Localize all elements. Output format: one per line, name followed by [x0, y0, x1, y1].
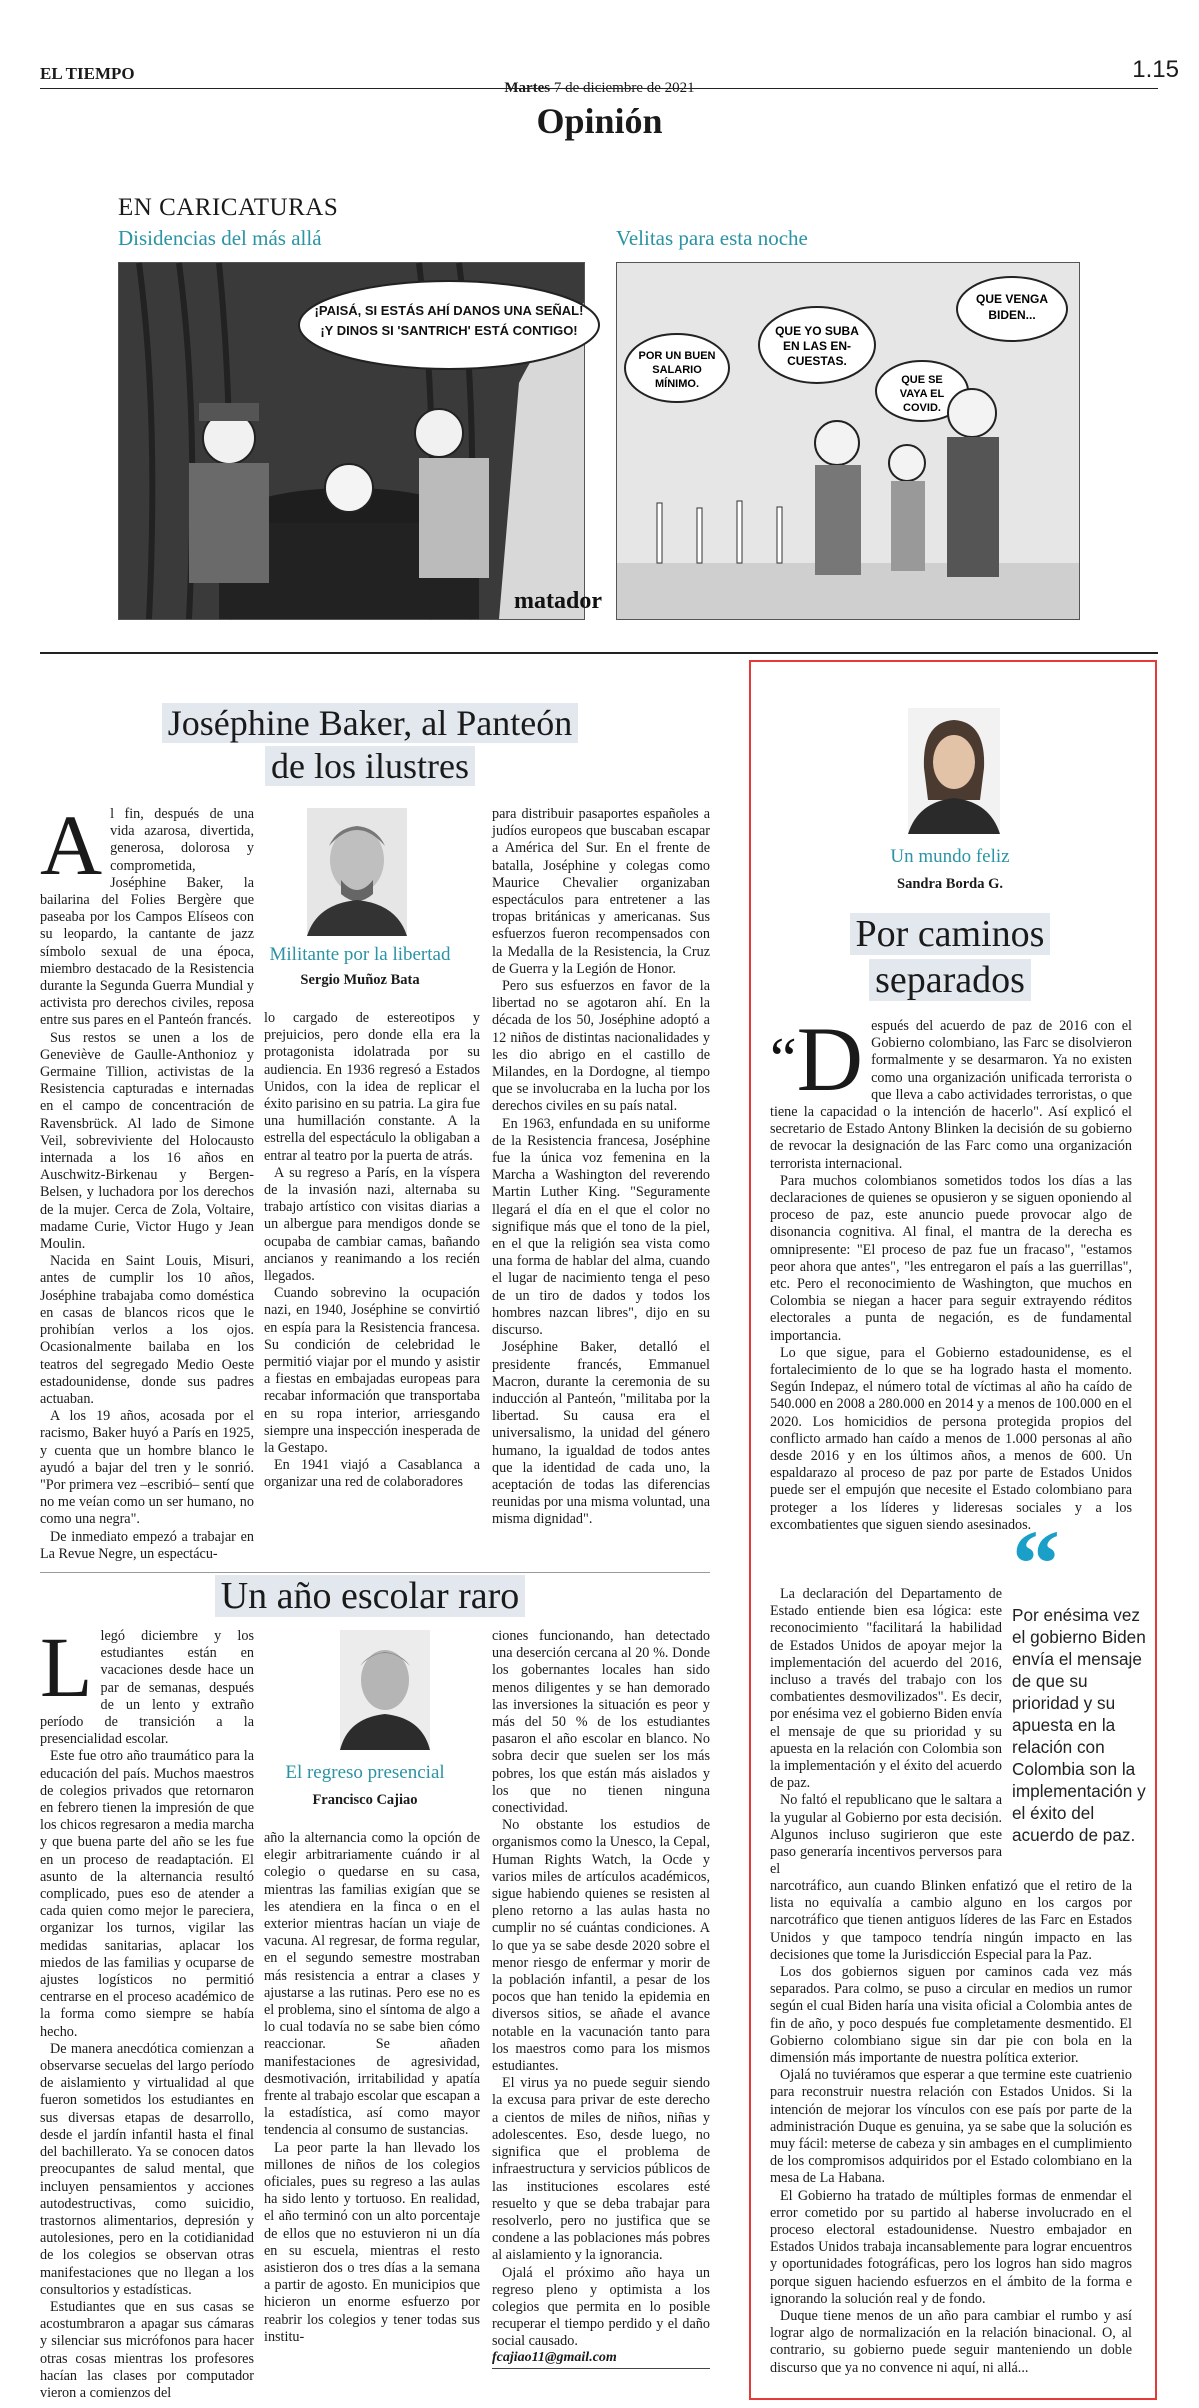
- date-rest: 7 de diciembre de 2021: [550, 80, 695, 96]
- paragraph: Los dos gobiernos siguen por caminos cada vez más separados. Para colmo, se puso a circular en medios un rumor según el cual Biden haría una visita oficial a Colombia antes de fin de año, y poco después fue completamente desmentido. El Gobierno colombiano sigue sin dar pie con bola en la dimensión más importante de nuestra política exterior.: [770, 1964, 1132, 2067]
- cartoon-left-title: Disidencias del más allá: [118, 226, 322, 250]
- article2-dropcap: L: [40, 1619, 93, 1715]
- paragraph: Joséphine Baker, detalló el presidente francés, Emmanuel Macron, durante la ceremonia de su inducción al Panteón, "militaba por la libertad. Su causa era el universalismo, la unidad del género humano, la igualdad de todos antes que la identidad de cada uno, la aceptación de todas las diferencias reunidas por una misma voluntad, una misma dignidad".: [492, 1339, 710, 1528]
- article2-email[interactable]: fcajiao11@gmail.com: [492, 2350, 617, 2365]
- paragraph: En 1941 viajó a Casablanca a organizar una red de colaboradores: [264, 1457, 480, 1491]
- article3-intro: [770, 1008, 1132, 1586]
- article2-author-photo: [340, 1630, 430, 1750]
- article3-dropcap-letter: D: [796, 1008, 864, 1110]
- paragraph: De inmediato empezó a trabajar en La Revue Negre, un espectácu-: [40, 1528, 254, 1562]
- paragraph: La peor parte la han llevado los millones de niños de los colegios oficiales, pues su regreso a las aulas ha sido lento y tortuoso. En realidad, el año terminó con un alto porcentaje de ellos que no estuvieron ni un día en su escuela, mientras el resto asistieron dos o tres días a la semana a partir de agosto. En municipios que hicieron un enorme esfuerzo por reabrir los colegios y tener todas sus institu-: [264, 2139, 480, 2345]
- article2-col1: [40, 1619, 254, 2401]
- cartoon-left-signature: matador: [514, 588, 602, 614]
- paragraph: Cuando sobrevino la ocupación nazi, en 1940, Joséphine se convirtió en espía para la Resistencia francesa. Su condición de celebridad le permitió viajar por el mundo y asistir a fiestas en embajadas europeas para recabar información que transportaba en su ropa interior, arriesgando siempre una inspección inesperada de la Gestapo.: [264, 1285, 480, 1457]
- article2-author: Francisco Cajiao: [312, 1792, 418, 1808]
- article1-col3: [492, 806, 710, 1590]
- article2-col3: [492, 1628, 710, 2350]
- svg-text:VAYA EL: VAYA EL: [899, 388, 945, 400]
- article2-title: [120, 1574, 620, 1620]
- article2-col2: [264, 1830, 480, 2376]
- article1-col1: [40, 797, 254, 1586]
- paragraph: año la alternancia como la opción de elegir arbitrariamente cuándo ir al colegio o quedarse en su casa, mientras las familias exigían que se les atendiera en la finca o en el exterior mientras hacían un viaje de vacuna. Al regresar, de forma regular, en el segundo semestre mostraban más resistencia a entrar a clases y ajustarse a las rutinas. Pero ese no es el problema, sino el síntoma de algo a lo cual todavía no se sabe bien cómo reaccionar. Se añaden manifestaciones de agresividad, desmotivación, irritabilidad y apatía frente al trabajo escolar que escapan a la estadística, así como mayor tendencia al consumo de sustancias.: [264, 1830, 480, 2139]
- paragraph: La declaración del Departamento de Estado entiende bien esa lógica: este reconocimiento "facilitará la habilidad de Estados Unidos de apoyar mejor la implementación del acuerdo del 2016, incluso a través del trabajo con los combatientes desmovilizados". Es decir, por enésima vez el gobierno Biden envía el mensaje de que su prioridad y su apuesta en la relación con Colombia son la implementación y el éxito del acuerdo de paz.: [770, 1586, 1002, 1792]
- svg-text:QUE VENGA: QUE VENGA: [975, 292, 1049, 306]
- paragraph: Para muchos colombianos sometidos todos los días a las declaraciones de quienes se opusieron y se siguen oponiendo al proceso de paz, este anuncio puede provocar algo de disonancia cognitiva. Al final, el mantra de la derecha es omnipresente: "El proceso de paz fue un fracaso", "estamos peor ahora que antes", "les entregaron el país a las guerrillas", etc. Pero el reconocimiento de Washington, que muchos en Colombia se niegan a hacer para seguir extrayendo réditos electorales a punta de negación, es de fundamental importancia.: [770, 1172, 1132, 1344]
- header-rule: [40, 88, 1158, 89]
- cartoon-right: [616, 262, 1080, 620]
- article3-title-text: Por caminos separados: [850, 913, 1051, 1001]
- article3-title: [800, 912, 1100, 1003]
- svg-text:POR UN BUEN: POR UN BUEN: [638, 350, 716, 362]
- paragraph: ciones funcionando, han detectado una deserción cercana al 20 %. Donde los gobernantes locales han sido menos diligentes y se han demorado las inversiones la situación es peor y más del 50 % de los estudiantes pasaron el año escolar en blanco. No sobra decir que suelen ser los más pobres, los que están más aislados y los que no tienen ninguna conectividad.: [492, 1628, 710, 1817]
- paragraph: Estudiantes que en sus casas se acostumbraron a apagar sus cámaras y silenciar sus micrófonos para hacer otras cosas mientras los profesores hacían las clases por computador vieron a comienzos del: [40, 2298, 254, 2401]
- article1-col2: [264, 1010, 480, 1590]
- article1-author-photo: [307, 808, 407, 936]
- paragraph: para distribuir pasaportes españoles a judíos europeos que buscaban escapar a América del Sur. En el frente de batalla, Joséphine y colegas como Maurice Chevalier organizaban espectáculos para entretener a las tropas británicas y americanas. Sus esfuerzos fueron recompensados con la Medalla de la Resistencia, la Cruz de Guerra y la Legión de Honor.: [492, 806, 710, 977]
- paragraph: Duque tiene menos de un año para cambiar el rumbo y así lograr algo de normalización en la relación binacional. O, al contrario, su gobierno puede seguir manteniendo un doble discurso que ya no convence ni aquí, ni allá...: [770, 2308, 1132, 2376]
- cartoon-divider: [40, 652, 1158, 654]
- article3-dropcap: [770, 1008, 864, 1110]
- svg-text:EN LAS EN-: EN LAS EN-: [782, 339, 852, 353]
- cartoon-left-drawing: [119, 263, 602, 619]
- article-divider: [40, 1572, 710, 1573]
- paragraph: Nacida en Saint Louis, Misuri, antes de cumplir los 10 años, Joséphine trabajaba como doméstica en casas de blancos ricos que le prohibían verlos a los ojos. Ocasionalmente bailaba en los teatros del segregado Medio Oeste estadounidense, donde sus padres actuaban.: [40, 1253, 254, 1407]
- article1-column-name: Militante por la libertad: [269, 944, 451, 965]
- email-rule: [492, 2368, 710, 2369]
- paragraph: espués del acuerdo de paz de 2016 con el Gobierno colombiano, las Farc se disolvieron formalmente y se desarmaron. Ya no existen como una organización unificada terrorista o que lleva a cabo actividades terroristas, o que tiene la capacidad o la intención de hacerlo". Así explicó el secretario de Estado Antony Blinken la decisión de su gobierno de revocar la designación de las Farc como una organización terrorista internacional.: [770, 1018, 1132, 1172]
- paragraph: De manera anecdótica comienzan a observarse secuelas del largo período de aislamiento y virtualidad al que fueron sometidos los estudiantes en sus diversas etapas de desarrollo, desde el jardín infantil hasta el final del bachillerato. Ya se conocen datos preocupantes de salud mental, que incluyen pensamientos y acciones autodestructivas, como suicidio, trastornos alimentarios, depresión y autolesiones, pero en la cotidianidad de los colegios se observan otras manifestaciones que no llegan a los consultorios y estadísticas.: [40, 2040, 254, 2298]
- paragraph: El Gobierno ha tratado de múltiples formas de enmendar el error cometido por su partido al haberse involucrado en el proceso electoral estadounidense. Nuestro embajador en Estados Unidos trabaja incansablemente para lograr encuentros y oportunidades fotográficas, pero los logros han sido magros porque siguen haciendo esfuerzos en el ámbito de la forma e ignorando la solución real y de fondo.: [770, 2187, 1132, 2307]
- paragraph: Ojalá el próximo año haya un regreso pleno y optimista a los colegios que permita en lo posible recuperar el tiempo perdido y el daño social causado.: [492, 2264, 710, 2350]
- article2-column-name: El regreso presencial: [285, 1762, 445, 1783]
- paragraph: Este fue otro año traumático para la educación del país. Muchos maestros de colegios privados que retornaron en febrero tienen la impresión de que los chicos regresaron a media marcha y que buena parte del año se les fue en un proceso de readaptación. El asunto de la alternancia resultó complicado, pues eso de atender a cada quien como mejor le pareciera, organizar los turnos, vigilar las medidas sanitarias, aplacar los miedos de las familias y ocuparse de ajustes logísticos no permitió centrarse en el proceso académico de la forma como siempre se había hecho.: [40, 1748, 254, 2040]
- page-number: 1.15: [1132, 56, 1179, 83]
- paragraph: lo cargado de estereotipos y prejuicios, pero donde ella era la protagonista idolatrada por su audiencia. En 1936 regresó a Estados Unidos, con la idea de replicar el éxito parisino en su patria. La gira fue una humillación constante. A la estrella del espectáculo la obligaban a entrar al teatro por la puerta de atrás.: [264, 1010, 480, 1164]
- svg-text:QUE SE: QUE SE: [901, 374, 943, 386]
- article1-author: Sergio Muñoz Bata: [300, 972, 420, 988]
- paragraph: legó diciembre y los estudiantes están en vacaciones desde hace un par de semanas, después de un lento y extraño período de transición a la presencialidad escolar.: [40, 1628, 254, 1748]
- article1-dropcap: A: [40, 797, 103, 893]
- article1-title-text: Joséphine Baker, al Panteón de los ilustres: [162, 703, 578, 786]
- masthead: EL TIEMPO: [40, 64, 135, 83]
- paragraph: No faltó el republicano que le saltara a la yugular al Gobierno por esta decisión. Algunos incluso sugirieron que este paso generaría incentivos perversos para el: [770, 1792, 1002, 1878]
- paragraph: No obstante los estudios de organismos como la Unesco, la Cepal, Human Rights Watch, la Ocde y varios miles de artículos académicos, sigue habiendo quienes se resisten al pleno retorno a las aulas hasta no cumplir no sé cuántas condiciones. A lo que ya se sabe desde 2020 sobre el menor riesgo de enfermar y morir de la población infantil, a pesar de los pocos que han tenido la epidemia en diversos sitios, se añade el avance notable en la vacunación tanto para los maestros como para los mismos estudiantes.: [492, 1817, 710, 2075]
- cartoon-left: [118, 262, 602, 620]
- paragraph: Sus restos se unen a los de Geneviève de Gaulle-Anthonioz y Germaine Tillion, activistas de la Resistencia capturadas e internadas en el campo de concentración de Ravensbrück. Al lado de Simone Veil, sobreviviente del Holocausto internada a los 16 años en Auschwitz-Birkenau y Bergen-Belsen, y luchadora por los derechos de la mujer. Cerca de Zola, Voltaire, madame Curie, Victor Hugo y Jean Moulin.: [40, 1029, 254, 1253]
- cartoon-right-drawing: [617, 263, 1079, 619]
- paragraph: A los 19 años, acosada por el racismo, Baker huyó a París en 1925, y cuenta que un hombre blanco le ayudó a bajar del tren y le sonrió. "Por primera vez –escribió– sentí que no me veían como un ser humano, no como una negra".: [40, 1408, 254, 1528]
- article2-title-text: Un año escolar raro: [215, 1575, 526, 1617]
- cartoons-heading: EN CARICATURAS: [118, 194, 339, 221]
- paragraph: narcotráfico, aun cuando Blinken enfatizó que el retiro de la lista no equivalía a cambio alguno en los cargos por narcotráfico que tienen antiguos líderes de las Farc en Estados Unidos y que tampoco tendría ningún impacto en las decisiones que tome la Jurisdicción Especial para la Paz.: [770, 1878, 1132, 1963]
- svg-text:¡Y DINOS SI 'SANTRICH' ESTÁ CO: ¡Y DINOS SI 'SANTRICH' ESTÁ CONTIGO!: [320, 323, 578, 338]
- article1-title: [150, 702, 590, 788]
- paragraph: Ojalá no tuviéramos que esperar a que termine este cuatrienio para reconstruir nuestra relación con Estados Unidos. Si la intención de mejorar los vínculos con ese país por parte de la administración Duque es genuina, ya se sabe que la solución es muy fácil: meterse de cabeza y sin ambages en el cumplimiento de los compromisos adquiridos por el Estado colombiano en la mesa de La Habana.: [770, 2067, 1132, 2187]
- cartoon-right-title: Velitas para esta noche: [616, 226, 808, 250]
- article3-wide-col: [770, 1878, 1132, 2388]
- svg-text:BIDEN...: BIDEN...: [988, 308, 1036, 322]
- svg-text:COVID.: COVID.: [903, 402, 941, 414]
- svg-text:¡PAISÁ, SI ESTÁS AHÍ DANOS UNA: ¡PAISÁ, SI ESTÁS AHÍ DANOS UNA SEÑAL!: [314, 303, 584, 318]
- article3-author-photo: [908, 708, 1000, 834]
- section-title: Opinión: [536, 101, 663, 141]
- pullquote-text: Por enésima vez el gobierno Biden envía el mensaje de que su prioridad y su apuesta en la relación con Colombia son la implementación y el éxito del acuerdo de paz.: [1012, 1605, 1146, 1845]
- quote-icon: “: [1012, 1510, 1060, 1617]
- article3-narrow-col: [770, 1586, 1002, 1876]
- paragraph: El virus ya no puede seguir siendo la excusa para privar de este derecho a cientos de miles de niños, niñas y adolescentes. Eso, desde luego, no significa que el problema de infraestructura y servicios públicos de las instituciones escolares esté resuelto y que se deba trabajar para resolverlo, pero no justifica que se condene a las poblaciones más pobres al aislamiento y la ignorancia.: [492, 2075, 710, 2264]
- paragraph: En 1963, enfundada en su uniforme de la Resistencia francesa, Joséphine fue la única voz femenina en la Marcha a Washington del reverendo Martin Luther King. "Seguramente llegará el día en el que el color no signifique más que el tono de la piel, en el que la religión sea vista como una forma de hablar del alma, cuando el lugar de nacimiento tenga el peso de un tiro de dados y todos los hombres nazcan libres", dijo en su discurso.: [492, 1115, 710, 1339]
- article3-column-name: Un mundo feliz: [890, 846, 1010, 867]
- svg-text:CUESTAS.: CUESTAS.: [787, 354, 847, 368]
- svg-text:QUE YO SUBA: QUE YO SUBA: [775, 324, 859, 338]
- paragraph: Lo que sigue, para el Gobierno estadounidense, es el fortalecimiento de lo que se ha logrado hasta el momento. Según Indepaz, el número total de víctimas al año ha caído de 540.000 en 2008 a 280.000 en 2014 y a menos de 100.000 en el 2020. Los homicidios de persona protegida propios del conflicto armado han caído a menos de 1.000 personas al año desde 2016 y en los últimos años, a menos de 600. Un espaldarazo al proceso de paz por parte de Estados Unidos puede ser el empujón que necesite el Estado colombiano para proteger a los líderes y lideresas sociales y a los excombatientes que siguen siendo asesinados.: [770, 1344, 1132, 1533]
- paragraph: l fin, después de una vida azarosa, divertida, generosa, dolorosa y comprometida, Joséphine Baker, la bailarina del Folies Bergère que paseaba por los Campos Elíseos con su leopardo, la cantante de jazz símbolo sexual de una época, miembro destacado de la Resistencia durante la Segunda Guerra Mundial y activista pro derechos civiles, reposa entre sus pares en el Panteón francés.: [40, 806, 254, 1029]
- date-day: Martes: [504, 80, 551, 96]
- paragraph: A su regreso a París, en la víspera de la invasión nazi, alternaba su trabajo artístico con visitas diarias a un albergue para mendigos donde se ocupaba de cambiar camas, bañando ancianos y reanimando a los recién llegados.: [264, 1164, 480, 1285]
- quote-open-icon: “: [770, 1026, 797, 1092]
- svg-text:MÍNIMO.: MÍNIMO.: [655, 378, 699, 390]
- article3-author: Sandra Borda G.: [897, 876, 1003, 892]
- svg-text:SALARIO: SALARIO: [652, 364, 702, 376]
- paragraph: Pero sus esfuerzos en favor de la libertad no se agotaron ahí. En la década de los 50, Joséphine adoptó a 12 niños de distintas nacionalidades y les dio abrigo en el castillo de Milandes, en la Dordogne, al tiempo que se involucraba en la lucha por los derechos civiles en su país natal.: [492, 978, 710, 1115]
- pullquote: [1012, 1510, 1146, 1846]
